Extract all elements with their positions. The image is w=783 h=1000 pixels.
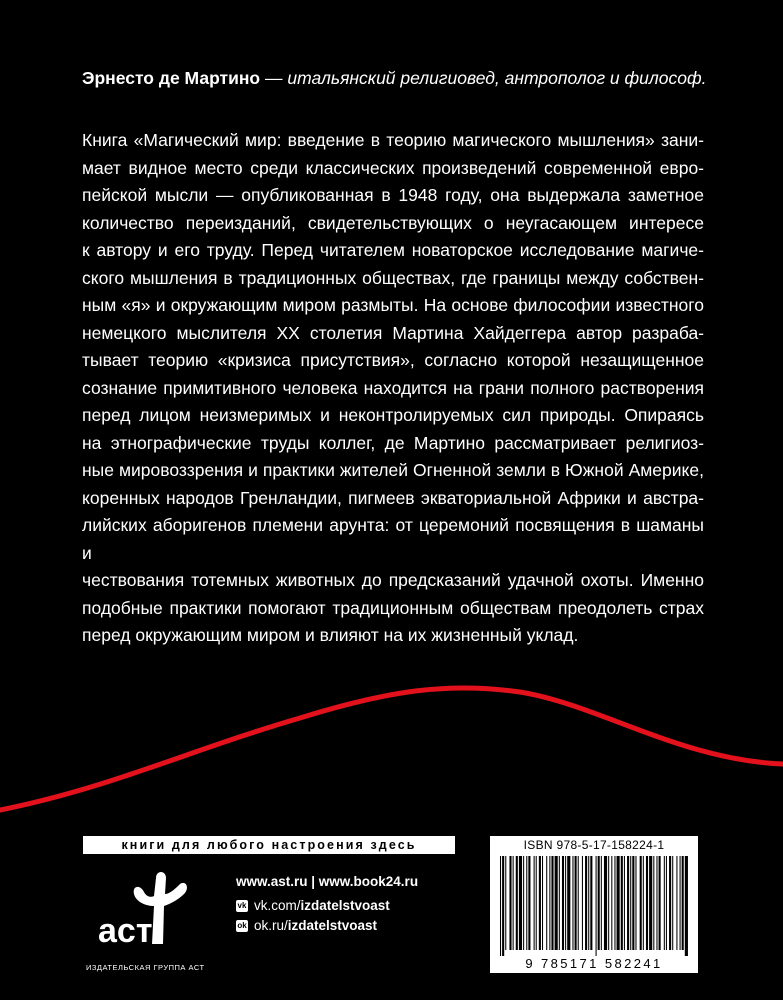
barcode-bar (572, 856, 573, 950)
description-line: немецкого мыслителя XX столетия Мартина Хайдеггера автор разраба- (82, 322, 704, 343)
barcode-bar (656, 856, 657, 950)
vk-prefix: vk.com/ (254, 898, 301, 913)
barcode-bar (509, 856, 511, 950)
barcode-bar (588, 856, 589, 950)
barcode-bar (596, 856, 597, 956)
barcode-bar (575, 856, 577, 950)
barcode-bar (664, 856, 665, 950)
vk-link[interactable] (236, 898, 390, 913)
description-line: пейской мысли — опубликованная в 1948 году, она выдержала заметное (82, 185, 704, 205)
barcode-bar (578, 856, 579, 950)
barcode-bar (590, 856, 592, 950)
barcode-bar (635, 856, 636, 950)
barcode (498, 856, 690, 956)
barcode-bar (567, 856, 570, 950)
barcode-bar (505, 856, 506, 950)
barcode-bar (685, 856, 688, 956)
description-line: перед лицом неизмеримых и неконтролируемых сил природы. Опираясь (82, 405, 704, 425)
barcode-bar (502, 856, 504, 956)
logo-text: аст (98, 912, 153, 948)
barcode-bar (604, 856, 607, 950)
description-line: на этнографические труды коллег, де Мартино рассматривает религиоз- (82, 432, 704, 453)
barcode-bar (611, 856, 612, 950)
barcode-bar (649, 856, 652, 950)
author-name: Эрнесто де Мартино (82, 68, 261, 88)
barcode-bar (526, 856, 527, 950)
book-description (82, 127, 704, 650)
website-links[interactable]: www.ast.ru | www.book24.ru (236, 874, 419, 889)
barcode-bar (601, 856, 602, 950)
barcode-bar (646, 856, 648, 950)
barcode-bar (680, 856, 681, 950)
description-line: коренных народов Гренландии, пигмеев экваториальной Африки и австра- (82, 487, 704, 508)
barcode-bar (653, 856, 654, 950)
description-line: ным «я» и окружающим миром размыты. На основе философии известного (82, 295, 704, 315)
barcode-bar (582, 856, 583, 950)
barcode-bar (559, 856, 560, 950)
description-line: тывает теорию «кризиса присутствия», согласно которой незащищенное (82, 350, 704, 370)
barcode-bar (513, 856, 514, 950)
description-line: ского мышления в традиционных обществах, где границы между собствен- (82, 267, 704, 288)
description-line: ные мировоззрения и практики жителей Огненной земли в Южной Америке, (82, 460, 704, 480)
ok-prefix: ok.ru/ (254, 918, 288, 933)
barcode-bar (546, 856, 547, 950)
red-wave-decoration (0, 660, 783, 830)
description-line: Книга «Магический мир: введение в теорию магического мышления» зани- (82, 130, 704, 150)
barcode-bar (539, 856, 541, 950)
barcode-bar (643, 856, 644, 950)
barcode-bar (562, 856, 564, 950)
author-line (82, 66, 722, 90)
ok-link[interactable] (236, 918, 377, 933)
barcode-bar (598, 856, 600, 950)
barcode-bar (640, 856, 642, 950)
barcode-bar (672, 856, 673, 950)
publisher-name: ИЗДАТЕЛЬСКАЯ ГРУППА АСТ (86, 963, 205, 972)
barcode-bar (516, 856, 518, 950)
barcode-bar (534, 856, 535, 950)
barcode-bar (659, 856, 661, 950)
description-line: перед окружающим миром и влияют на их жизненный уклад. (82, 625, 579, 645)
barcode-bar (500, 856, 501, 956)
description-line: мает видное место среди классических произведений современной евро- (82, 157, 704, 178)
barcode-bar (627, 856, 629, 950)
slogan-banner: книги для любого настроения здесь (83, 836, 455, 854)
vk-icon: vk (237, 900, 247, 910)
barcode-bar (542, 856, 543, 950)
vk-handle: izdatelstvoast (300, 898, 390, 913)
barcode-bar (555, 856, 558, 950)
barcode-bar (630, 856, 631, 950)
barcode-bar (551, 856, 553, 950)
ok-handle: izdatelstvoast (287, 918, 378, 933)
barcode-bar (632, 856, 634, 950)
barcode-digits: 9 785171 582241 (525, 956, 663, 971)
barcode-bar (549, 856, 550, 950)
barcode-bar (666, 856, 667, 950)
ok-icon: ok (237, 920, 247, 930)
description-line: подобные практики помогают традиционным обществам преодолеть страх (82, 597, 704, 618)
author-role: — итальянский религиовед, антрополог и философ. (260, 68, 707, 88)
barcode-bar (676, 856, 677, 950)
barcode-bar (621, 856, 623, 950)
barcode-bar (624, 856, 625, 950)
barcode-bar (523, 856, 524, 950)
description-line: количество переизданий, свидетельствующих о неугасающем интересе (82, 212, 704, 233)
description-line: к автору и его труду. Перед читателем новаторское исследование магиче- (82, 240, 704, 260)
description-line: лийских аборигенов племени арунта: от церемоний посвящения в шаманы и (82, 515, 704, 563)
isbn-label: ISBN 978-5-17-158224-1 (523, 838, 665, 852)
barcode-bar (519, 856, 522, 950)
description-line: чествования тотемных животных до предсказаний удачной охоты. Именно (82, 570, 704, 590)
barcode-bar (669, 856, 671, 950)
barcode-bar (585, 856, 587, 950)
barcode-bar (614, 856, 615, 950)
ast-logo (96, 866, 188, 948)
barcode-bar (536, 856, 537, 950)
barcode-bar (565, 856, 566, 950)
barcode-bar (617, 856, 620, 950)
barcode-bar (608, 856, 609, 950)
barcode-bar (528, 856, 530, 950)
isbn-barcode-box (490, 836, 698, 973)
barcode-bar (682, 856, 684, 950)
description-line: сознание примитивного человека находится на грани полного растворения (82, 377, 704, 398)
